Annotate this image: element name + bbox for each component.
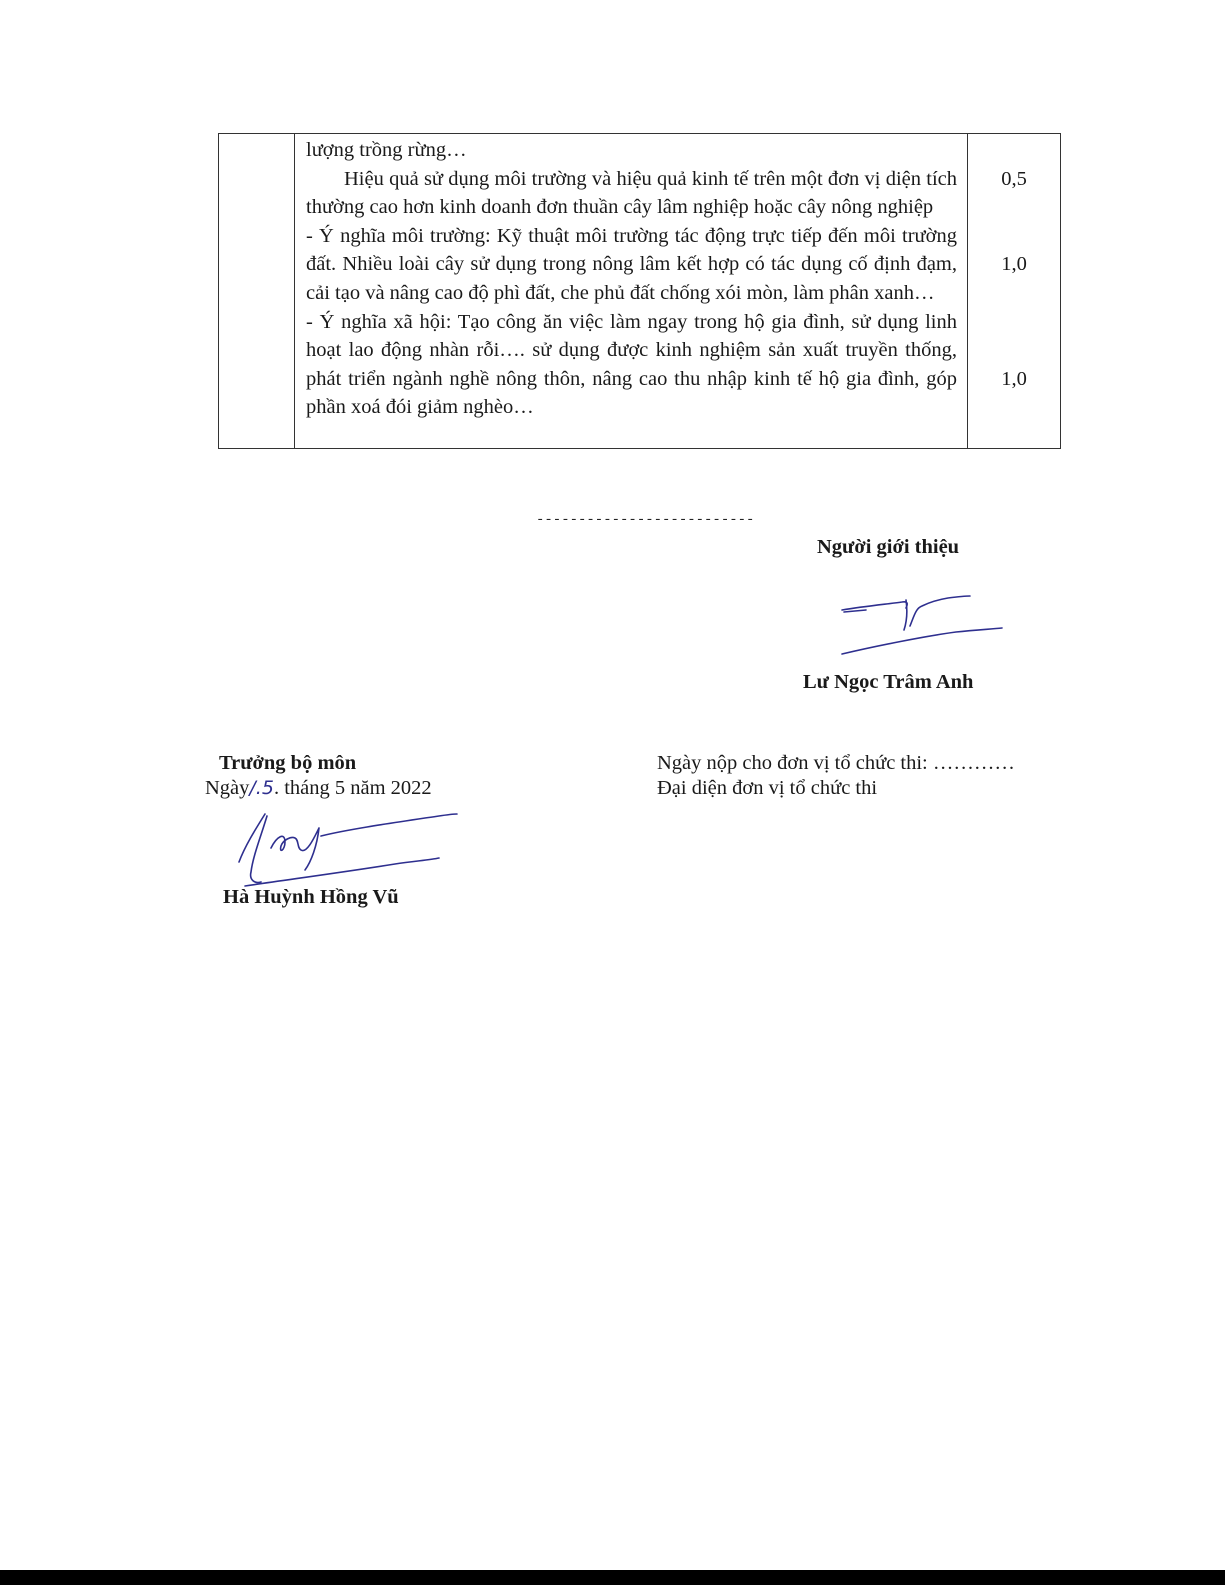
paragraph: lượng trồng rừng…: [306, 139, 467, 161]
score-cell: [968, 134, 1061, 449]
empty-cell: [219, 134, 295, 449]
paragraph: Hiệu quả sử dụng môi trường và hiệu quả kinh tế trên một đơn vị diện tích thường cao hơn kinh doanh đơn thuần cây lâm nghiệp hoặc cây nông nghiệp: [306, 167, 957, 219]
department-head-signature: [225, 806, 465, 893]
divider-line: --------------------------: [536, 512, 755, 528]
score-value: 1,0: [1001, 253, 1027, 276]
department-head-date: [205, 777, 432, 800]
exam-unit-representative: Đại diện đơn vị tổ chức thi: [657, 777, 878, 799]
introducer-title: Người giới thiệu: [817, 536, 960, 558]
submit-date-line: Ngày nộp cho đơn vị tổ chức thi: …………: [657, 752, 1015, 774]
date-prefix: Ngày: [205, 777, 250, 799]
date-handwritten: /.5: [249, 777, 274, 799]
paragraph: - Ý nghĩa môi trường: Kỹ thuật môi trường tác động trực tiếp đến môi trường đất. Nhiều loài cây sử dụng trong nông lâm kết hợp có tác dụng cố định đạm, cải tạo và nâng cao độ phì đất, che phủ đất chống xói mòn, làm phân xanh…: [306, 224, 957, 304]
introducer-signature: [836, 586, 1011, 661]
answer-table: [218, 133, 1061, 449]
date-suffix: . tháng 5 năm 2022: [273, 777, 432, 799]
score-value: 0,5: [1001, 167, 1027, 190]
table-row: [219, 134, 1061, 449]
score-value: 1,0: [1001, 367, 1027, 390]
introducer-name: Lư Ngọc Trâm Anh: [803, 671, 974, 693]
answer-content-cell: [295, 134, 968, 449]
paragraph: - Ý nghĩa xã hội: Tạo công ăn việc làm ngay trong hộ gia đình, sử dụng linh hoạt lao động nhàn rỗi…. sử dụng được kinh nghiệm sản xuất truyền thống, phát triển ngành nghề nông thôn, nâng cao thu nhập kinh tế hộ gia đình, góp phần xoá đói giảm nghèo…: [306, 310, 957, 419]
department-head-title: Trưởng bộ môn: [219, 752, 357, 774]
scan-border: [0, 1570, 1225, 1585]
score-value: [968, 136, 1060, 165]
department-head-name: Hà Huỳnh Hồng Vũ: [223, 886, 399, 908]
